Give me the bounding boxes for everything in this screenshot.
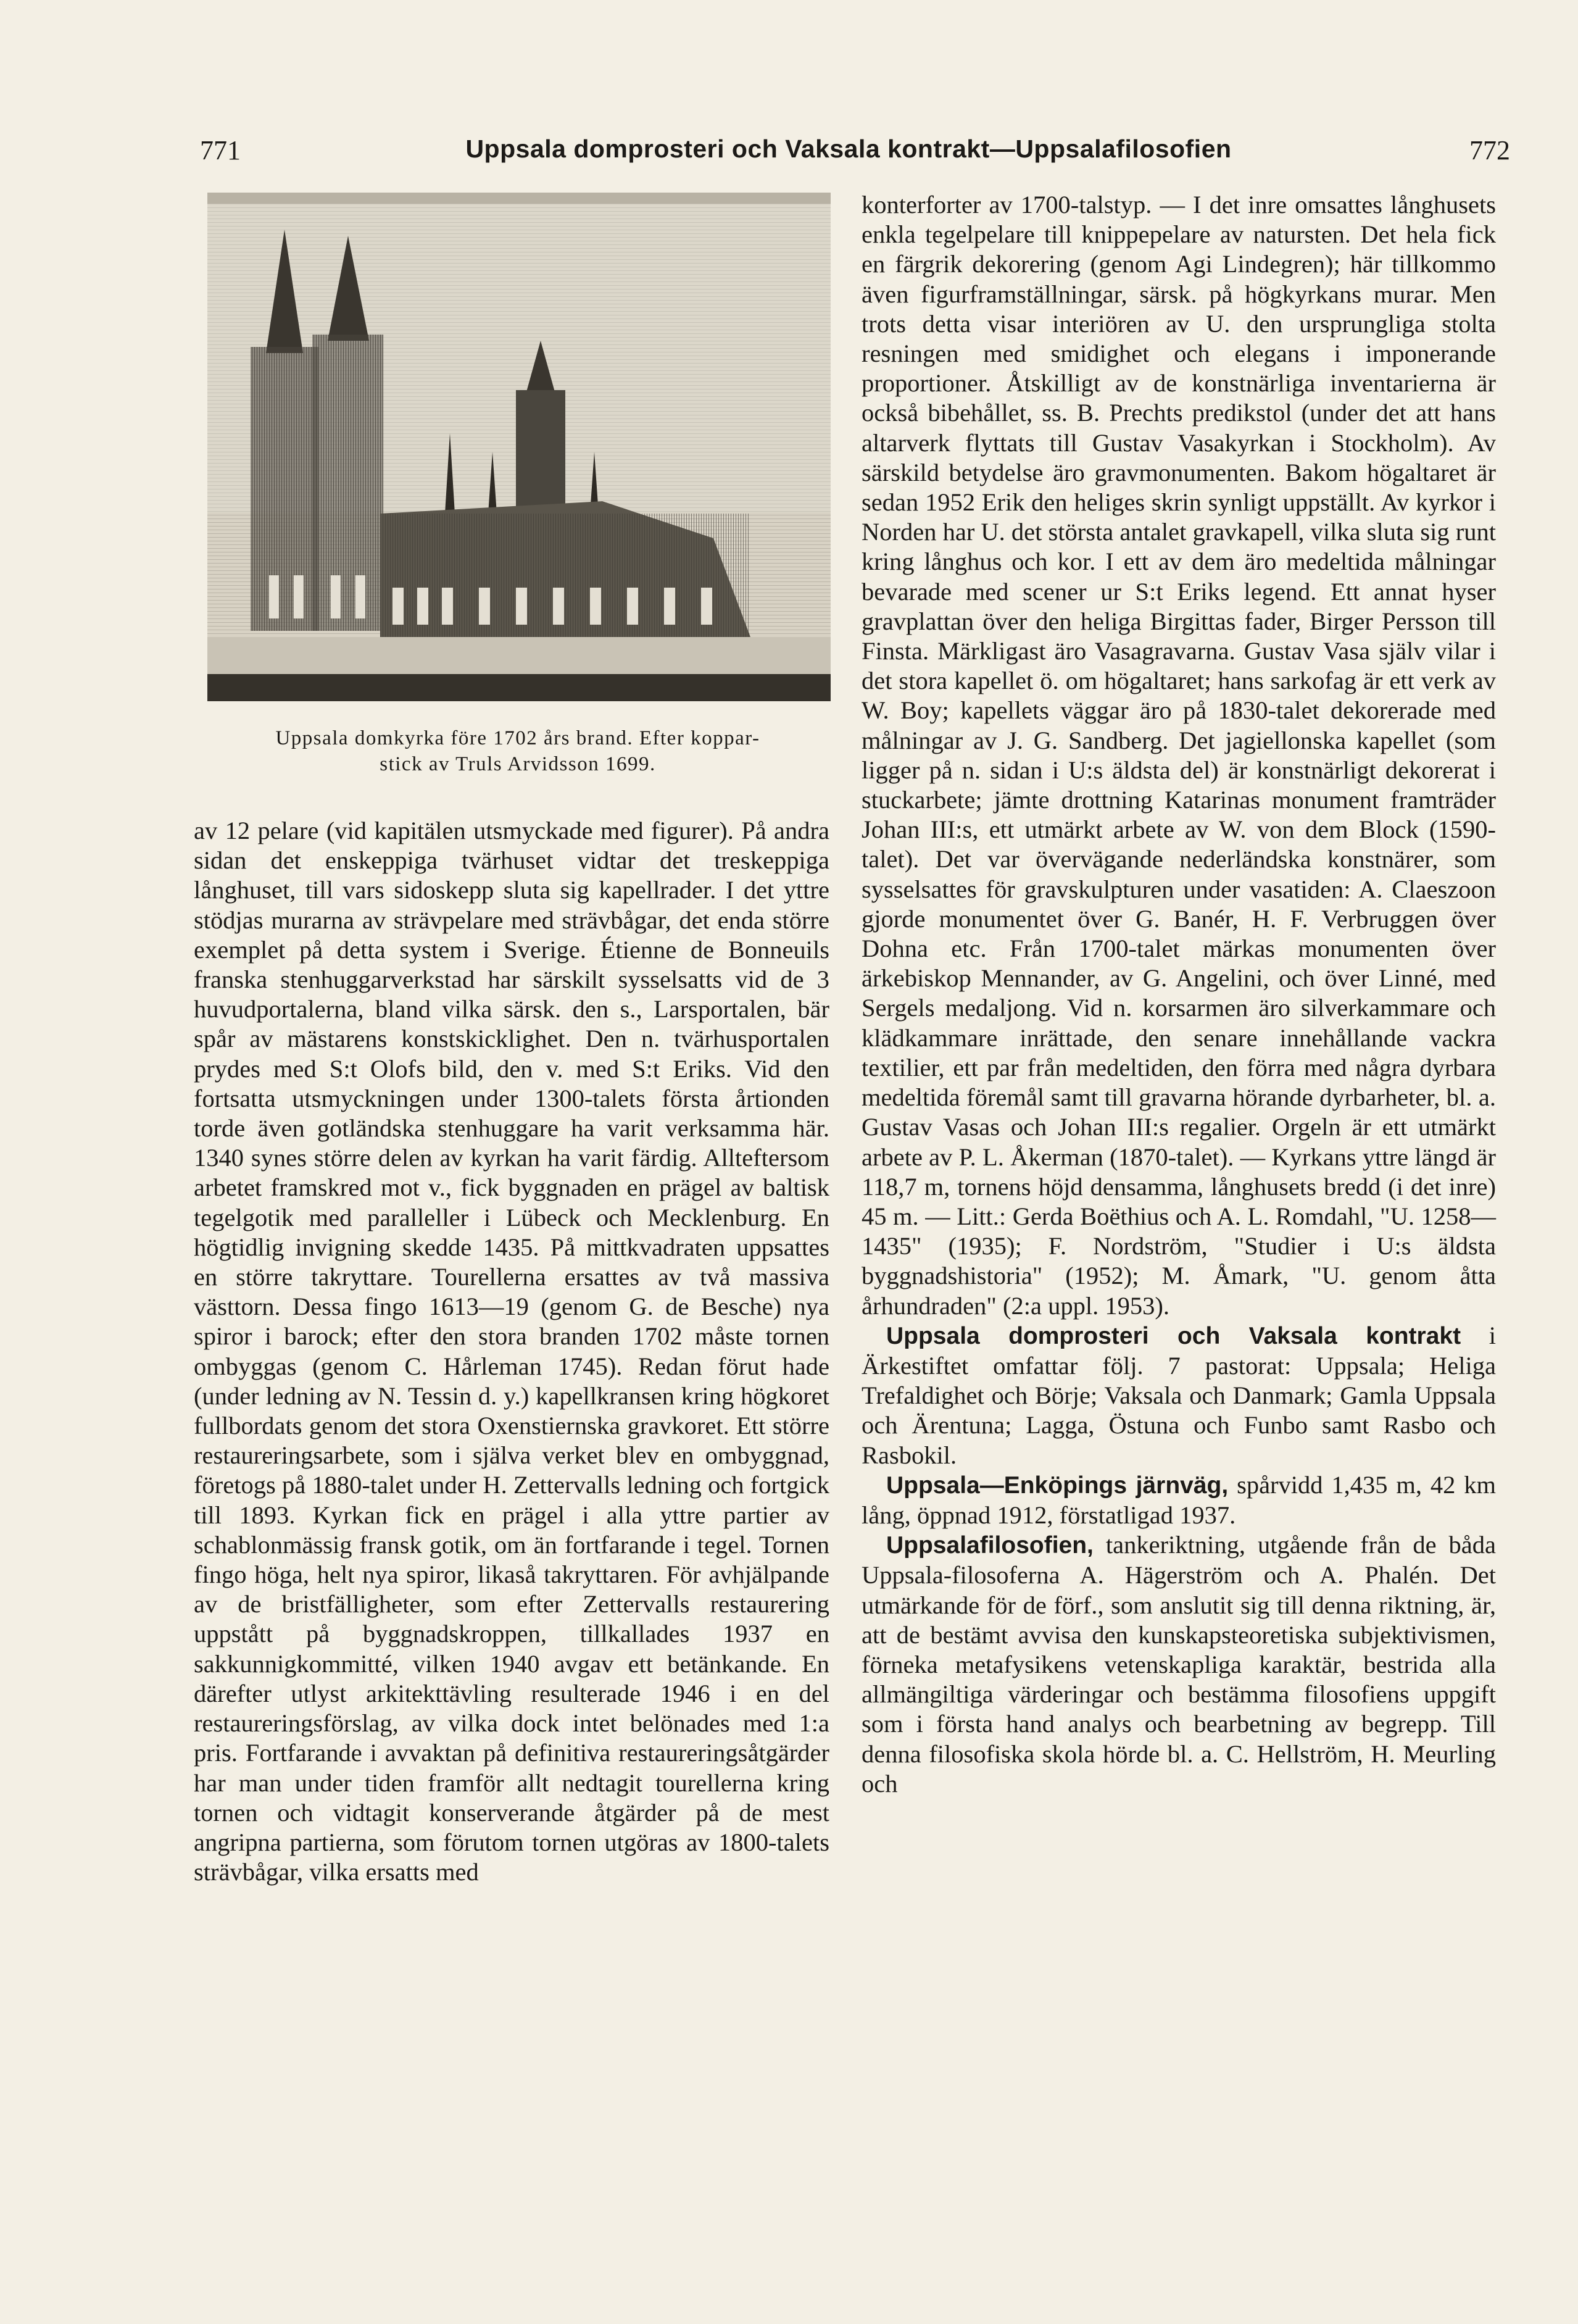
entry-domprosteri: [862, 1321, 1496, 1470]
page-number-left: 771: [200, 135, 241, 165]
entry-jarnvag: [862, 1470, 1496, 1530]
caption-line-2: stick av Truls Arvidsson 1699.: [380, 753, 656, 775]
entry-domprosteri-heading: Uppsala domprosteri och Vaksala kontrakt: [886, 1322, 1461, 1349]
running-header: [0, 135, 1578, 178]
page-number-right: 772: [1469, 135, 1510, 165]
entry-filosofien: [862, 1530, 1496, 1799]
right-column: [862, 190, 1496, 1799]
figure-caption: [194, 725, 842, 777]
entry-domprosteri-body: i Ärkestiftet omfattar följ. 7 pastorat: Uppsala; Heliga Trefaldighet och Börje; Vaksala och Danmark; Gamla Uppsala och Ärentuna; Lagga, Östuna och Funbo samt Rasbo och Rasbokil.: [862, 1321, 1496, 1469]
left-column: [194, 816, 829, 1887]
left-paragraph: av 12 pelare (vid kapitälen utsmyckade med figurer). På andra sidan det enskeppiga tvärhuset vidtar det treskeppiga långhuset, till vars sidoskepp sluta sig kapellrader. I det yttre stödjas murarna av strävpelare med strävbågar, det enda större exemplet på detta system i Sverige. Étienne de Bonneuils franska stenhuggarverkstad har särskilt sysselsatts vid de 3 huvudportalerna, bland vilka särsk. den s., Larsportalen, bär spår av mästarens konstskicklighet. Den n. tvärhusportalen prydes med S:t Olofs bild, den v. med S:t Eriks. Vid den fortsatta utsmyckningen under 1300-talets första årtionden torde även gotländska stenhuggare ha varit verksamma här. 1340 synes större delen av kyrkan ha varit färdig. Allteftersom arbetet framskred mot v., fick byggnaden en prägel av baltisk tegelgotik med paralleller i Lübeck och Mecklenburg. En högtidlig invigning skedde 1435. På mittkvadraten uppsattes en större takryttare. Tourellerna ersattes av två massiva västtorn. Dessa fingo 1613—19 (genom G. de Besche) nya spiror i barock; efter den stora branden 1702 måste tornen ombyggas (genom C. Hårleman 1745). Redan förut hade (under ledning av N. Tessin d. y.) kapellkransen kring högkoret fullbordats genom det stora Oxenstiernska gravkoret. Ett större restaureringsarbete, som i själva verket blev en ombyggnad, företogs på 1880-talet under H. Zettervalls ledning och fortgick till 1893. Kyrkan fick en prägel i alla yttre partier av schablonmässig fransk gotik, om än fortfarande i tegel. Tornen fingo höga, helt nya spiror, likaså takryttaren. För avhjälpande av de bristfälligheter, som efter Zettervalls restaurering uppstått på byggnadskroppen, tillkallades 1937 en sakkunnigkommitté, vilken 1940 avgav ett betänkande. En därefter utlyst arkitekttävling resulterade 1946 i en del restaureringsförslag, av vilka dock intet belönades med 1:a pris. Fortfarande i avvaktan på definitiva restaureringsåtgärder har man under tiden framför allt nedtagit tourellerna kring tornen och vidtagit konserverande åtgärder på de mest angripna partierna, som förutom tornen utgöras av 1800-talets strävbågar, vilka ersatts med: [194, 817, 829, 1886]
caption-line-1: Uppsala domkyrka före 1702 års brand. Efter koppar-: [275, 727, 760, 749]
running-title: Uppsala domprosteri och Vaksala kontrakt—Uppsalafilosofien: [465, 135, 1232, 163]
entry-filosofien-heading: Uppsalafilosofien,: [886, 1532, 1094, 1559]
right-paragraph: konterforter av 1700-talstyp. — I det inre omsattes långhusets enkla tegelpelare till knippepelare av natursten. Det hela fick en färgrik dekorering (genom Agi Lindegren); här tillkommo även figurframställningar, särsk. på högkyrkans murar. Men trots detta visar interiören av U. den ursprungliga stolta resningen med smidighet och elegans i imponerande proportioner. Åtskilligt av de konstnärliga inventarierna är också bibehållet, ss. B. Prechts predikstol (under det att hans altarverk flyttats till Gustav Vasakyrkan i Stockholm). Av särskild betydelse äro gravmonumenten. Bakom högaltaret är sedan 1952 Erik den heliges skrin synligt uppställt. Av kyrkor i Norden har U. det största antalet gravkapell, vilka sluta sig runt kring långhus och kor. I ett av dem äro medeltida målningar bevarade med scener ur S:t Eriks legend. Ett annat hyser gravplattan över den heliga Birgittas fader, Birger Persson till Finsta. Märkligast äro Vasagravarna. Gustav Vasa själv vilar i det stora kapellet ö. om högaltaret; hans sarkofag är ett verk av W. Boy; kapellets väggar äro på 1830-talet dekorerade med målningar av J. G. Sandberg. Det jagiellonska kapellet (som ligger på n. sidan i U:s äldsta del) är konstnärligt dekorerat i stuckarbete; jämte drottning Katarinas monument framträder Johan III:s, ett utmärkt arbete av W. von dem Block (1590-talet). Det var övervägande nederländska konstnärer, som sysselsattes för gravskulpturen under vasatiden: A. Claeszoon gjorde monumentet över G. Banér, H. F. Verbruggen över Dohna etc. Från 1700-talet märkas monumenten över ärkebiskop Mennander, av G. Angelini, och över Linné, med Sergels medaljong. Vid n. korsarmen äro silverkammare och klädkammare inrättade, den senare innehållande vackra textilier, ett par från medeltiden, den förra med några dyrbara medeltida föremål samt till gravarna hörande dyrbarheter, bl. a. Gustav Vasas och Johan III:s regalier. Orgeln är ett utmärkt arbete av P. L. Åkerman (1870-talet). — Kyrkans yttre längd är 118,7 m, tornens höjd densamma, långhusets bredd (i det inre) 45 m. — Litt.: Gerda Boëthius och A. L. Romdahl, "U. 1258—1435" (1935); F. Nordström, "Studier i U:s äldsta byggnadshistoria" (1952); M. Åmark, "U. genom åtta århundraden" (2:a uppl. 1953).: [862, 191, 1496, 1320]
entry-jarnvag-body: spårvidd 1,435 m, 42 km lång, öppnad 1912, förstatligad 1937.: [862, 1470, 1496, 1529]
entry-filosofien-body: tankeriktning, utgående från de båda Uppsala-filosoferna A. Hägerström och A. Phalén. Det utmärkande för de förf., som anslutit sig till denna riktning, är, att de bestämt avvisa den kunskapsteoretiska subjektivismen, förneka metafysikens vetenskapliga karaktär, bestrida alla allmängiltiga värderingar och bestämma filosofiens uppgift som i första hand analys och bearbetning av begrepp. Till denna filosofiska skola hörde bl. a. C. Hellström, H. Meurling och: [862, 1531, 1496, 1797]
cathedral-engraving: [207, 193, 831, 701]
entry-jarnvag-heading: Uppsala—Enköpings järnväg,: [886, 1472, 1229, 1499]
